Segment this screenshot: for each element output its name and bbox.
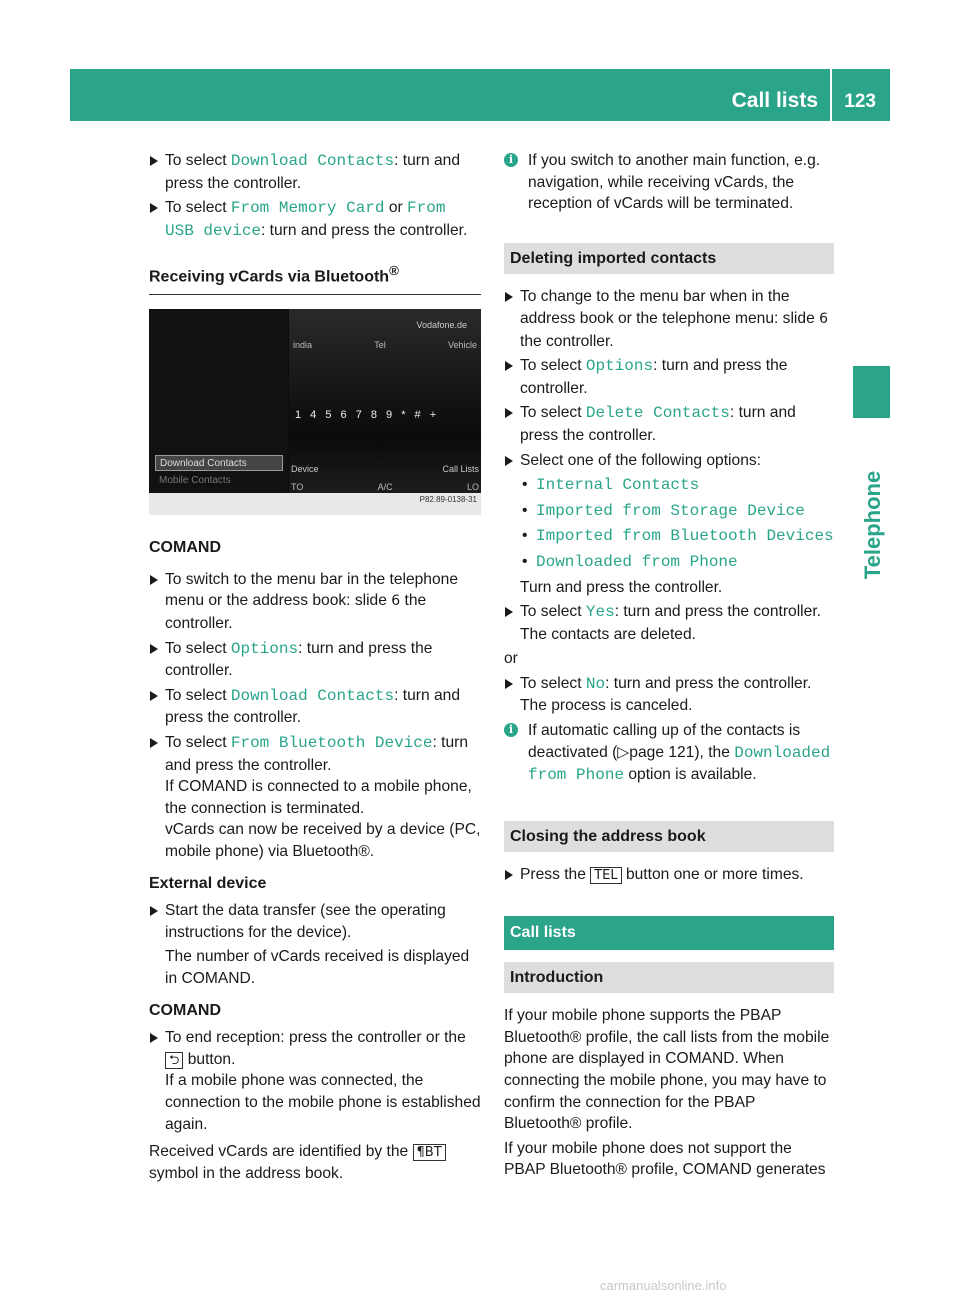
option-item: • Imported from Storage Device <box>504 500 834 523</box>
page-number: 123 <box>844 91 876 112</box>
code-options: Options <box>585 357 654 376</box>
step-select-yes: To select Yes: turn and press the controller. <box>504 601 834 624</box>
step-select-options-2: To select Options: turn and press the controller. <box>504 355 834 399</box>
code-delete-contacts: Delete Contacts <box>585 404 730 423</box>
note-vcards-received: vCards can now be received by a device (PC, mobile phone) via Bluetooth®. <box>165 821 481 861</box>
screenshot-footer <box>149 493 481 515</box>
intro-paragraph-2: If your mobile phone does not support the PBAP Bluetooth® profile, COMAND generates <box>504 1139 826 1179</box>
screenshot-menu-item: Mobile Contacts <box>159 475 231 487</box>
step-select-delete-contacts: To select Delete Contacts: turn and press the controller. <box>504 402 834 446</box>
text-or: or <box>504 650 518 668</box>
controller-slide-icon: 6 <box>391 593 401 610</box>
code-from-memory-card: From Memory Card <box>230 199 385 218</box>
section-closing-address-book: Closing the address book <box>504 821 834 853</box>
option-item: • Imported from Bluetooth Devices <box>504 525 834 548</box>
step-start-transfer: Start the data transfer (see the operating instructions for the device). <box>149 900 481 943</box>
note-contacts-deleted: The contacts are deleted. <box>520 625 696 643</box>
screenshot-tab: india <box>293 340 313 351</box>
step-select-download-contacts-2: To select Download Contacts: turn and press the controller. <box>149 685 481 729</box>
screenshot-tab: Tel <box>374 340 386 351</box>
screenshot-menu-row: Device Call Lists <box>291 464 479 475</box>
option-item: • Internal Contacts <box>504 474 834 497</box>
step-select-memory-usb: To select From Memory Card or From USB device: turn and press the controller. <box>149 197 481 242</box>
code-options: Options <box>230 639 299 658</box>
right-column <box>504 150 834 1184</box>
info-switch-function: i If you switch to another main function, e.g. navigation, while receiving vCards, the reception of vCards will be terminated. <box>504 150 834 215</box>
controller-slide-icon: 6 <box>819 310 828 327</box>
screenshot-tabs <box>293 335 477 357</box>
code-no: No <box>585 674 606 693</box>
side-tab-label: Telephone <box>860 470 885 580</box>
screenshot-digits: 1 4 5 6 7 8 9 * # + <box>295 409 440 422</box>
step-change-menu-bar: To change to the menu bar when in the address book or the telephone menu: slide 6 the controller. <box>504 286 834 352</box>
final-note: Received vCards are identified by the ¶BT symbol in the address book. <box>149 1141 481 1184</box>
note-turn-press: Turn and press the controller. <box>520 578 723 596</box>
note-reconnected: If a mobile phone was connected, the connection to the mobile phone is established again. <box>165 1072 481 1133</box>
note-process-canceled: The process is canceled. <box>520 697 693 715</box>
page-ref-arrow-icon: ▷ <box>617 743 630 761</box>
screenshot-tab: Vehicle <box>447 340 477 351</box>
info-icon: i <box>504 153 518 167</box>
info-icon: i <box>504 723 518 737</box>
note-connection-terminated: If COMAND is connected to a mobile phone, the connection is terminated. <box>165 778 472 817</box>
option-item: • Downloaded from Phone <box>504 551 834 574</box>
code-from-usb-device: From USB device <box>165 199 446 240</box>
screenshot-code: P82.89-0138-31 <box>419 494 477 504</box>
screenshot-bottom-row: TO A/C LO <box>291 482 479 493</box>
screenshot-right-panel <box>289 309 481 493</box>
info-automatic-calling: i If automatic calling up of the contacts is deactivated (▷page 121), the Downloaded from Phone option is available. <box>504 720 834 787</box>
label-comand: COMAND <box>149 539 221 557</box>
section-deleting-contacts: Deleting imported contacts <box>504 243 834 275</box>
watermark: carmanualsonline.info <box>600 1278 727 1293</box>
label-comand-2: COMAND <box>149 1001 221 1019</box>
back-button-icon: ⮌ <box>165 1052 183 1069</box>
header-bar <box>70 69 890 121</box>
side-tab <box>853 366 890 418</box>
step-select-no: To select No: turn and press the controller. <box>504 673 834 696</box>
code-download-contacts: Download Contacts <box>230 686 395 705</box>
screenshot-left-panel <box>149 309 287 493</box>
step-select-options: To select Options: turn and press the controller. <box>149 638 481 682</box>
heading-external-device: External device <box>149 874 267 892</box>
section-call-lists: Call lists <box>504 916 834 950</box>
code-from-bluetooth-device: From Bluetooth Device <box>230 734 433 753</box>
note-number-received: The number of vCards received is displayed in COMAND. <box>165 948 470 987</box>
step-select-download-contacts: To select Download Contacts: turn and press the controller. <box>149 150 481 194</box>
code-downloaded-from-phone: Downloaded from Phone <box>528 743 831 785</box>
step-press-tel: Press the TEL button one or more times. <box>504 864 834 886</box>
left-column <box>149 150 481 1187</box>
intro-paragraph-1: If your mobile phone supports the PBAP Bluetooth® profile, the call lists from the mobile phone are displayed in COMAND. When connecting the mobile phone, you may have to confirm the connection for the PBAP Bluetooth® profile. <box>504 1007 830 1133</box>
tel-button-icon: TEL <box>590 867 621 884</box>
screenshot-menu-item: Download Contacts <box>155 455 283 471</box>
page-title: Call lists <box>731 89 818 112</box>
bluetooth-contact-icon: ¶BT <box>413 1144 446 1161</box>
comand-screenshot <box>149 309 481 515</box>
section-introduction: Introduction <box>504 962 834 994</box>
step-select-from-bluetooth: To select From Bluetooth Device: turn and press the controller. <box>149 732 481 776</box>
step-select-option: Select one of the following options: <box>504 450 834 472</box>
step-switch-menu-bar: To switch to the menu bar in the telephone menu or the address book: slide 6 the controller. <box>149 569 481 635</box>
code-yes: Yes <box>585 603 615 622</box>
screenshot-status: Vodafone.de <box>416 320 467 331</box>
step-end-reception: To end reception: press the controller or the ⮌ button. <box>149 1027 481 1070</box>
header-divider <box>830 69 832 121</box>
code-download-contacts: Download Contacts <box>230 152 395 170</box>
heading-receiving-vcards: Receiving vCards via Bluetooth® <box>149 260 481 295</box>
